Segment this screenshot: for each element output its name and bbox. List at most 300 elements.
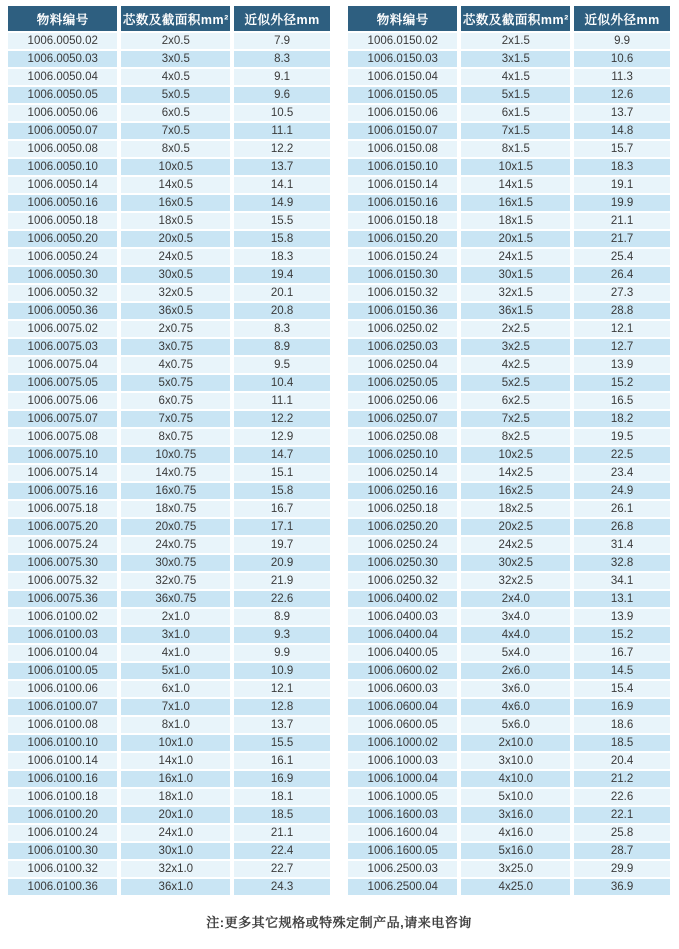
table-cell: 1006.0250.04	[348, 357, 457, 373]
table-cell: 27.3	[570, 285, 670, 301]
table-cell: 1006.0400.02	[348, 591, 457, 607]
table-cell: 1006.0050.32	[8, 285, 117, 301]
table-cell: 1006.0150.36	[348, 303, 457, 319]
table-row	[348, 501, 670, 517]
table-row	[348, 303, 670, 319]
table-row	[8, 33, 330, 49]
table-cell: 2x0.75	[117, 321, 230, 337]
column-header: 近似外径mm	[230, 6, 330, 31]
table-row	[8, 105, 330, 121]
table-row	[348, 753, 670, 769]
table-cell: 18x1.5	[457, 213, 570, 229]
table-row	[8, 465, 330, 481]
table-row	[8, 879, 330, 895]
table-cell: 1006.0150.06	[348, 105, 457, 121]
table-cell: 30x0.5	[117, 267, 230, 283]
table-cell: 22.7	[230, 861, 330, 877]
table-cell: 2x4.0	[457, 591, 570, 607]
table-cell: 16.5	[570, 393, 670, 409]
table-cell: 32x0.75	[117, 573, 230, 589]
table-cell: 1006.1600.04	[348, 825, 457, 841]
table-cell: 3x1.5	[457, 51, 570, 67]
table-cell: 1006.0150.04	[348, 69, 457, 85]
table-cell: 1006.0100.06	[8, 681, 117, 697]
table-cell: 32x2.5	[457, 573, 570, 589]
table-row	[348, 285, 670, 301]
table-cell: 1006.0050.24	[8, 249, 117, 265]
table-cell: 16x1.5	[457, 195, 570, 211]
table-cell: 12.8	[230, 699, 330, 715]
header-row	[8, 6, 330, 31]
table-row	[8, 807, 330, 823]
table-body	[348, 33, 670, 895]
table-cell: 1006.0250.14	[348, 465, 457, 481]
table-cell: 1006.0400.05	[348, 645, 457, 661]
table-cell: 5x1.5	[457, 87, 570, 103]
table-cell: 24.9	[570, 483, 670, 499]
table-row	[8, 159, 330, 175]
table-row	[348, 609, 670, 625]
table-cell: 1006.0100.18	[8, 789, 117, 805]
table-row	[8, 339, 330, 355]
table-cell: 1006.0075.03	[8, 339, 117, 355]
table-row	[8, 771, 330, 787]
table-cell: 36x1.5	[457, 303, 570, 319]
table-body	[8, 33, 330, 895]
table-cell: 26.8	[570, 519, 670, 535]
table-row	[8, 591, 330, 607]
table-row	[348, 483, 670, 499]
table-row	[8, 357, 330, 373]
table-cell: 1006.0250.18	[348, 501, 457, 517]
table-cell: 1006.0250.03	[348, 339, 457, 355]
table-cell: 7x2.5	[457, 411, 570, 427]
table-row	[8, 285, 330, 301]
table-cell: 7x0.5	[117, 123, 230, 139]
table-cell: 15.8	[230, 231, 330, 247]
table-row	[8, 861, 330, 877]
table-cell: 4x0.75	[117, 357, 230, 373]
table-cell: 4x10.0	[457, 771, 570, 787]
footer-note: 注:更多其它规格或特殊定制产品,请来电咨询	[206, 915, 472, 930]
table-row	[8, 519, 330, 535]
table-row	[8, 501, 330, 517]
table-cell: 5x2.5	[457, 375, 570, 391]
table-cell: 12.1	[230, 681, 330, 697]
table-cell: 15.4	[570, 681, 670, 697]
table-cell: 20x0.5	[117, 231, 230, 247]
table-cell: 10.9	[230, 663, 330, 679]
table-cell: 1006.0075.18	[8, 501, 117, 517]
table-row	[8, 645, 330, 661]
table-cell: 22.6	[570, 789, 670, 805]
table-row	[348, 681, 670, 697]
table-cell: 21.1	[230, 825, 330, 841]
table-cell: 14x2.5	[457, 465, 570, 481]
table-cell: 4x2.5	[457, 357, 570, 373]
table-cell: 1006.0150.07	[348, 123, 457, 139]
table-cell: 28.7	[570, 843, 670, 859]
column-header: 芯数及截面积mm²	[457, 6, 570, 31]
table-cell: 5x6.0	[457, 717, 570, 733]
table-cell: 1006.0250.32	[348, 573, 457, 589]
table-row	[348, 591, 670, 607]
table-row	[348, 123, 670, 139]
table-cell: 8.3	[230, 321, 330, 337]
table-cell: 1006.0100.10	[8, 735, 117, 751]
table-cell: 7x1.5	[457, 123, 570, 139]
table-cell: 1006.1000.02	[348, 735, 457, 751]
table-cell: 3x25.0	[457, 861, 570, 877]
table-cell: 14.9	[230, 195, 330, 211]
table-cell: 8x0.75	[117, 429, 230, 445]
table-cell: 36x0.5	[117, 303, 230, 319]
table-cell: 30x0.75	[117, 555, 230, 571]
table-row	[348, 231, 670, 247]
table-cell: 10.4	[230, 375, 330, 391]
table-cell: 1006.0100.07	[8, 699, 117, 715]
table-cell: 3x10.0	[457, 753, 570, 769]
column-header: 物料编号	[8, 6, 117, 31]
table-cell: 1006.0100.16	[8, 771, 117, 787]
table-cell: 4x6.0	[457, 699, 570, 715]
table-row	[348, 843, 670, 859]
table-cell: 16x0.5	[117, 195, 230, 211]
table-row	[348, 411, 670, 427]
table-row	[8, 429, 330, 445]
spec-tables-container	[8, 4, 670, 897]
table-row	[8, 87, 330, 103]
table-cell: 5x0.75	[117, 375, 230, 391]
table-cell: 2x1.5	[457, 33, 570, 49]
table-cell: 7x0.75	[117, 411, 230, 427]
table-row	[348, 825, 670, 841]
table-row	[348, 105, 670, 121]
table-cell: 32x1.0	[117, 861, 230, 877]
table-cell: 18.5	[570, 735, 670, 751]
table-row	[8, 411, 330, 427]
table-cell: 10x0.5	[117, 159, 230, 175]
table-cell: 30x2.5	[457, 555, 570, 571]
table-row	[8, 609, 330, 625]
table-cell: 16x0.75	[117, 483, 230, 499]
table-cell: 1006.0050.07	[8, 123, 117, 139]
table-cell: 20.9	[230, 555, 330, 571]
table-cell: 3x6.0	[457, 681, 570, 697]
table-cell: 5x10.0	[457, 789, 570, 805]
table-cell: 20x1.0	[117, 807, 230, 823]
table-cell: 36x1.0	[117, 879, 230, 895]
table-cell: 1006.0150.24	[348, 249, 457, 265]
table-cell: 18x0.5	[117, 213, 230, 229]
table-cell: 1006.0050.20	[8, 231, 117, 247]
table-row	[348, 51, 670, 67]
table-row	[348, 87, 670, 103]
table-row	[348, 249, 670, 265]
table-cell: 14.5	[570, 663, 670, 679]
table-row	[348, 663, 670, 679]
table-cell: 1006.0050.10	[8, 159, 117, 175]
table-cell: 1006.0075.04	[8, 357, 117, 373]
table-row	[348, 717, 670, 733]
table-cell: 26.1	[570, 501, 670, 517]
table-row	[348, 519, 670, 535]
table-cell: 1006.0050.03	[8, 51, 117, 67]
table-cell: 11.1	[230, 123, 330, 139]
table-cell: 15.8	[230, 483, 330, 499]
table-row	[348, 699, 670, 715]
table-row	[348, 375, 670, 391]
table-cell: 1006.0250.08	[348, 429, 457, 445]
table-cell: 1006.0250.05	[348, 375, 457, 391]
table-row	[8, 663, 330, 679]
table-cell: 13.7	[570, 105, 670, 121]
table-row	[8, 321, 330, 337]
table-cell: 1006.0075.32	[8, 573, 117, 589]
table-cell: 1006.0150.08	[348, 141, 457, 157]
table-cell: 16.7	[230, 501, 330, 517]
table-cell: 32.8	[570, 555, 670, 571]
table-row	[348, 195, 670, 211]
table-cell: 22.1	[570, 807, 670, 823]
table-cell: 16.1	[230, 753, 330, 769]
table-cell: 4x16.0	[457, 825, 570, 841]
table-cell: 1006.0075.10	[8, 447, 117, 463]
table-row	[348, 321, 670, 337]
table-cell: 1006.1600.03	[348, 807, 457, 823]
table-row	[348, 807, 670, 823]
table-cell: 1006.0250.16	[348, 483, 457, 499]
table-cell: 13.7	[230, 717, 330, 733]
table-cell: 18.2	[570, 411, 670, 427]
table-row	[8, 627, 330, 643]
table-cell: 2x10.0	[457, 735, 570, 751]
table-row	[8, 699, 330, 715]
table-cell: 1006.0075.24	[8, 537, 117, 553]
table-cell: 1006.0100.32	[8, 861, 117, 877]
table-row	[348, 447, 670, 463]
table-row	[8, 573, 330, 589]
table-cell: 3x0.75	[117, 339, 230, 355]
table-cell: 13.9	[570, 609, 670, 625]
table-cell: 2x2.5	[457, 321, 570, 337]
table-row	[8, 555, 330, 571]
table-row	[348, 213, 670, 229]
table-row	[8, 789, 330, 805]
table-cell: 20.8	[230, 303, 330, 319]
table-cell: 1006.0050.08	[8, 141, 117, 157]
table-cell: 11.1	[230, 393, 330, 409]
table-cell: 1006.0050.30	[8, 267, 117, 283]
table-cell: 6x0.5	[117, 105, 230, 121]
table-cell: 1006.0150.10	[348, 159, 457, 175]
table-cell: 1006.0250.24	[348, 537, 457, 553]
table-cell: 1006.1000.03	[348, 753, 457, 769]
table-cell: 3x1.0	[117, 627, 230, 643]
table-cell: 12.9	[230, 429, 330, 445]
table-cell: 14x1.5	[457, 177, 570, 193]
table-cell: 15.1	[230, 465, 330, 481]
table-cell: 2x1.0	[117, 609, 230, 625]
table-cell: 4x1.5	[457, 69, 570, 85]
table-row	[348, 573, 670, 589]
table-row	[8, 195, 330, 211]
table-row	[348, 339, 670, 355]
table-cell: 1006.0075.20	[8, 519, 117, 535]
table-header	[348, 6, 670, 31]
table-cell: 25.8	[570, 825, 670, 841]
table-row	[348, 627, 670, 643]
table-cell: 8x1.0	[117, 717, 230, 733]
table-cell: 36x0.75	[117, 591, 230, 607]
table-cell: 1006.0075.16	[8, 483, 117, 499]
table-cell: 15.2	[570, 375, 670, 391]
table-cell: 16x2.5	[457, 483, 570, 499]
table-cell: 21.2	[570, 771, 670, 787]
table-cell: 1006.0600.05	[348, 717, 457, 733]
table-cell: 23.4	[570, 465, 670, 481]
table-cell: 9.3	[230, 627, 330, 643]
table-cell: 1006.0150.14	[348, 177, 457, 193]
table-cell: 24x0.75	[117, 537, 230, 553]
table-cell: 6x0.75	[117, 393, 230, 409]
table-cell: 1006.1000.05	[348, 789, 457, 805]
table-cell: 16x1.0	[117, 771, 230, 787]
table-cell: 4x0.5	[117, 69, 230, 85]
table-cell: 31.4	[570, 537, 670, 553]
table-cell: 8.9	[230, 609, 330, 625]
table-cell: 1006.0075.06	[8, 393, 117, 409]
table-cell: 4x1.0	[117, 645, 230, 661]
table-cell: 22.6	[230, 591, 330, 607]
table-cell: 1006.0150.20	[348, 231, 457, 247]
table-cell: 25.4	[570, 249, 670, 265]
table-cell: 24x0.5	[117, 249, 230, 265]
table-cell: 14x1.0	[117, 753, 230, 769]
table-cell: 19.4	[230, 267, 330, 283]
table-cell: 8.3	[230, 51, 330, 67]
table-row	[348, 267, 670, 283]
table-row	[348, 465, 670, 481]
table-cell: 18.3	[570, 159, 670, 175]
table-cell: 5x4.0	[457, 645, 570, 661]
table-row	[348, 69, 670, 85]
table-cell: 1006.0250.20	[348, 519, 457, 535]
table-row	[8, 267, 330, 283]
table-row	[348, 357, 670, 373]
table-row	[8, 393, 330, 409]
table-cell: 11.3	[570, 69, 670, 85]
table-cell: 1006.1000.04	[348, 771, 457, 787]
table-cell: 1006.0600.03	[348, 681, 457, 697]
table-row	[8, 843, 330, 859]
table-cell: 10x2.5	[457, 447, 570, 463]
table-cell: 8x2.5	[457, 429, 570, 445]
table-cell: 1006.0150.32	[348, 285, 457, 301]
table-cell: 19.7	[230, 537, 330, 553]
table-cell: 13.1	[570, 591, 670, 607]
table-cell: 1006.1600.05	[348, 843, 457, 859]
table-cell: 1006.0100.30	[8, 843, 117, 859]
table-cell: 12.2	[230, 411, 330, 427]
table-cell: 36.9	[570, 879, 670, 895]
table-cell: 1006.0075.14	[8, 465, 117, 481]
table-cell: 1006.0600.02	[348, 663, 457, 679]
table-cell: 8x0.5	[117, 141, 230, 157]
table-row	[348, 645, 670, 661]
table-row	[8, 753, 330, 769]
table-cell: 9.9	[570, 33, 670, 49]
table-cell: 13.9	[570, 357, 670, 373]
table-row	[348, 861, 670, 877]
table-cell: 28.8	[570, 303, 670, 319]
table-cell: 34.1	[570, 573, 670, 589]
table-cell: 1006.0250.10	[348, 447, 457, 463]
table-cell: 14x0.75	[117, 465, 230, 481]
table-cell: 1006.0600.04	[348, 699, 457, 715]
table-cell: 1006.0100.20	[8, 807, 117, 823]
table-row	[348, 789, 670, 805]
table-cell: 1006.0100.14	[8, 753, 117, 769]
table-row	[8, 123, 330, 139]
table-cell: 1006.0400.04	[348, 627, 457, 643]
table-row	[8, 825, 330, 841]
table-cell: 24x1.5	[457, 249, 570, 265]
table-cell: 4x25.0	[457, 879, 570, 895]
table-cell: 24.3	[230, 879, 330, 895]
table-cell: 6x1.0	[117, 681, 230, 697]
table-cell: 15.7	[570, 141, 670, 157]
table-cell: 1006.0250.07	[348, 411, 457, 427]
column-header: 芯数及截面积mm²	[117, 6, 230, 31]
table-cell: 10x0.75	[117, 447, 230, 463]
table-row	[8, 681, 330, 697]
left-spec-table	[8, 4, 330, 897]
table-cell: 5x0.5	[117, 87, 230, 103]
table-cell: 20x1.5	[457, 231, 570, 247]
table-cell: 18x2.5	[457, 501, 570, 517]
table-cell: 2x6.0	[457, 663, 570, 679]
table-cell: 17.1	[230, 519, 330, 535]
table-row	[348, 555, 670, 571]
table-cell: 1006.0250.30	[348, 555, 457, 571]
table-cell: 1006.0100.24	[8, 825, 117, 841]
table-row	[8, 51, 330, 67]
table-cell: 19.9	[570, 195, 670, 211]
table-cell: 1006.0050.18	[8, 213, 117, 229]
table-cell: 7.9	[230, 33, 330, 49]
table-cell: 1006.0075.05	[8, 375, 117, 391]
table-cell: 1006.0400.03	[348, 609, 457, 625]
table-row	[8, 447, 330, 463]
table-cell: 5x1.0	[117, 663, 230, 679]
table-row	[348, 159, 670, 175]
table-cell: 24x1.0	[117, 825, 230, 841]
table-cell: 10.6	[570, 51, 670, 67]
table-row	[8, 141, 330, 157]
table-cell: 12.7	[570, 339, 670, 355]
table-cell: 1006.0050.06	[8, 105, 117, 121]
table-cell: 19.1	[570, 177, 670, 193]
table-cell: 1006.0150.05	[348, 87, 457, 103]
table-cell: 9.6	[230, 87, 330, 103]
table-cell: 5x16.0	[457, 843, 570, 859]
table-cell: 21.9	[230, 573, 330, 589]
table-row	[8, 717, 330, 733]
table-cell: 1006.0050.04	[8, 69, 117, 85]
table-row	[8, 69, 330, 85]
table-row	[8, 375, 330, 391]
